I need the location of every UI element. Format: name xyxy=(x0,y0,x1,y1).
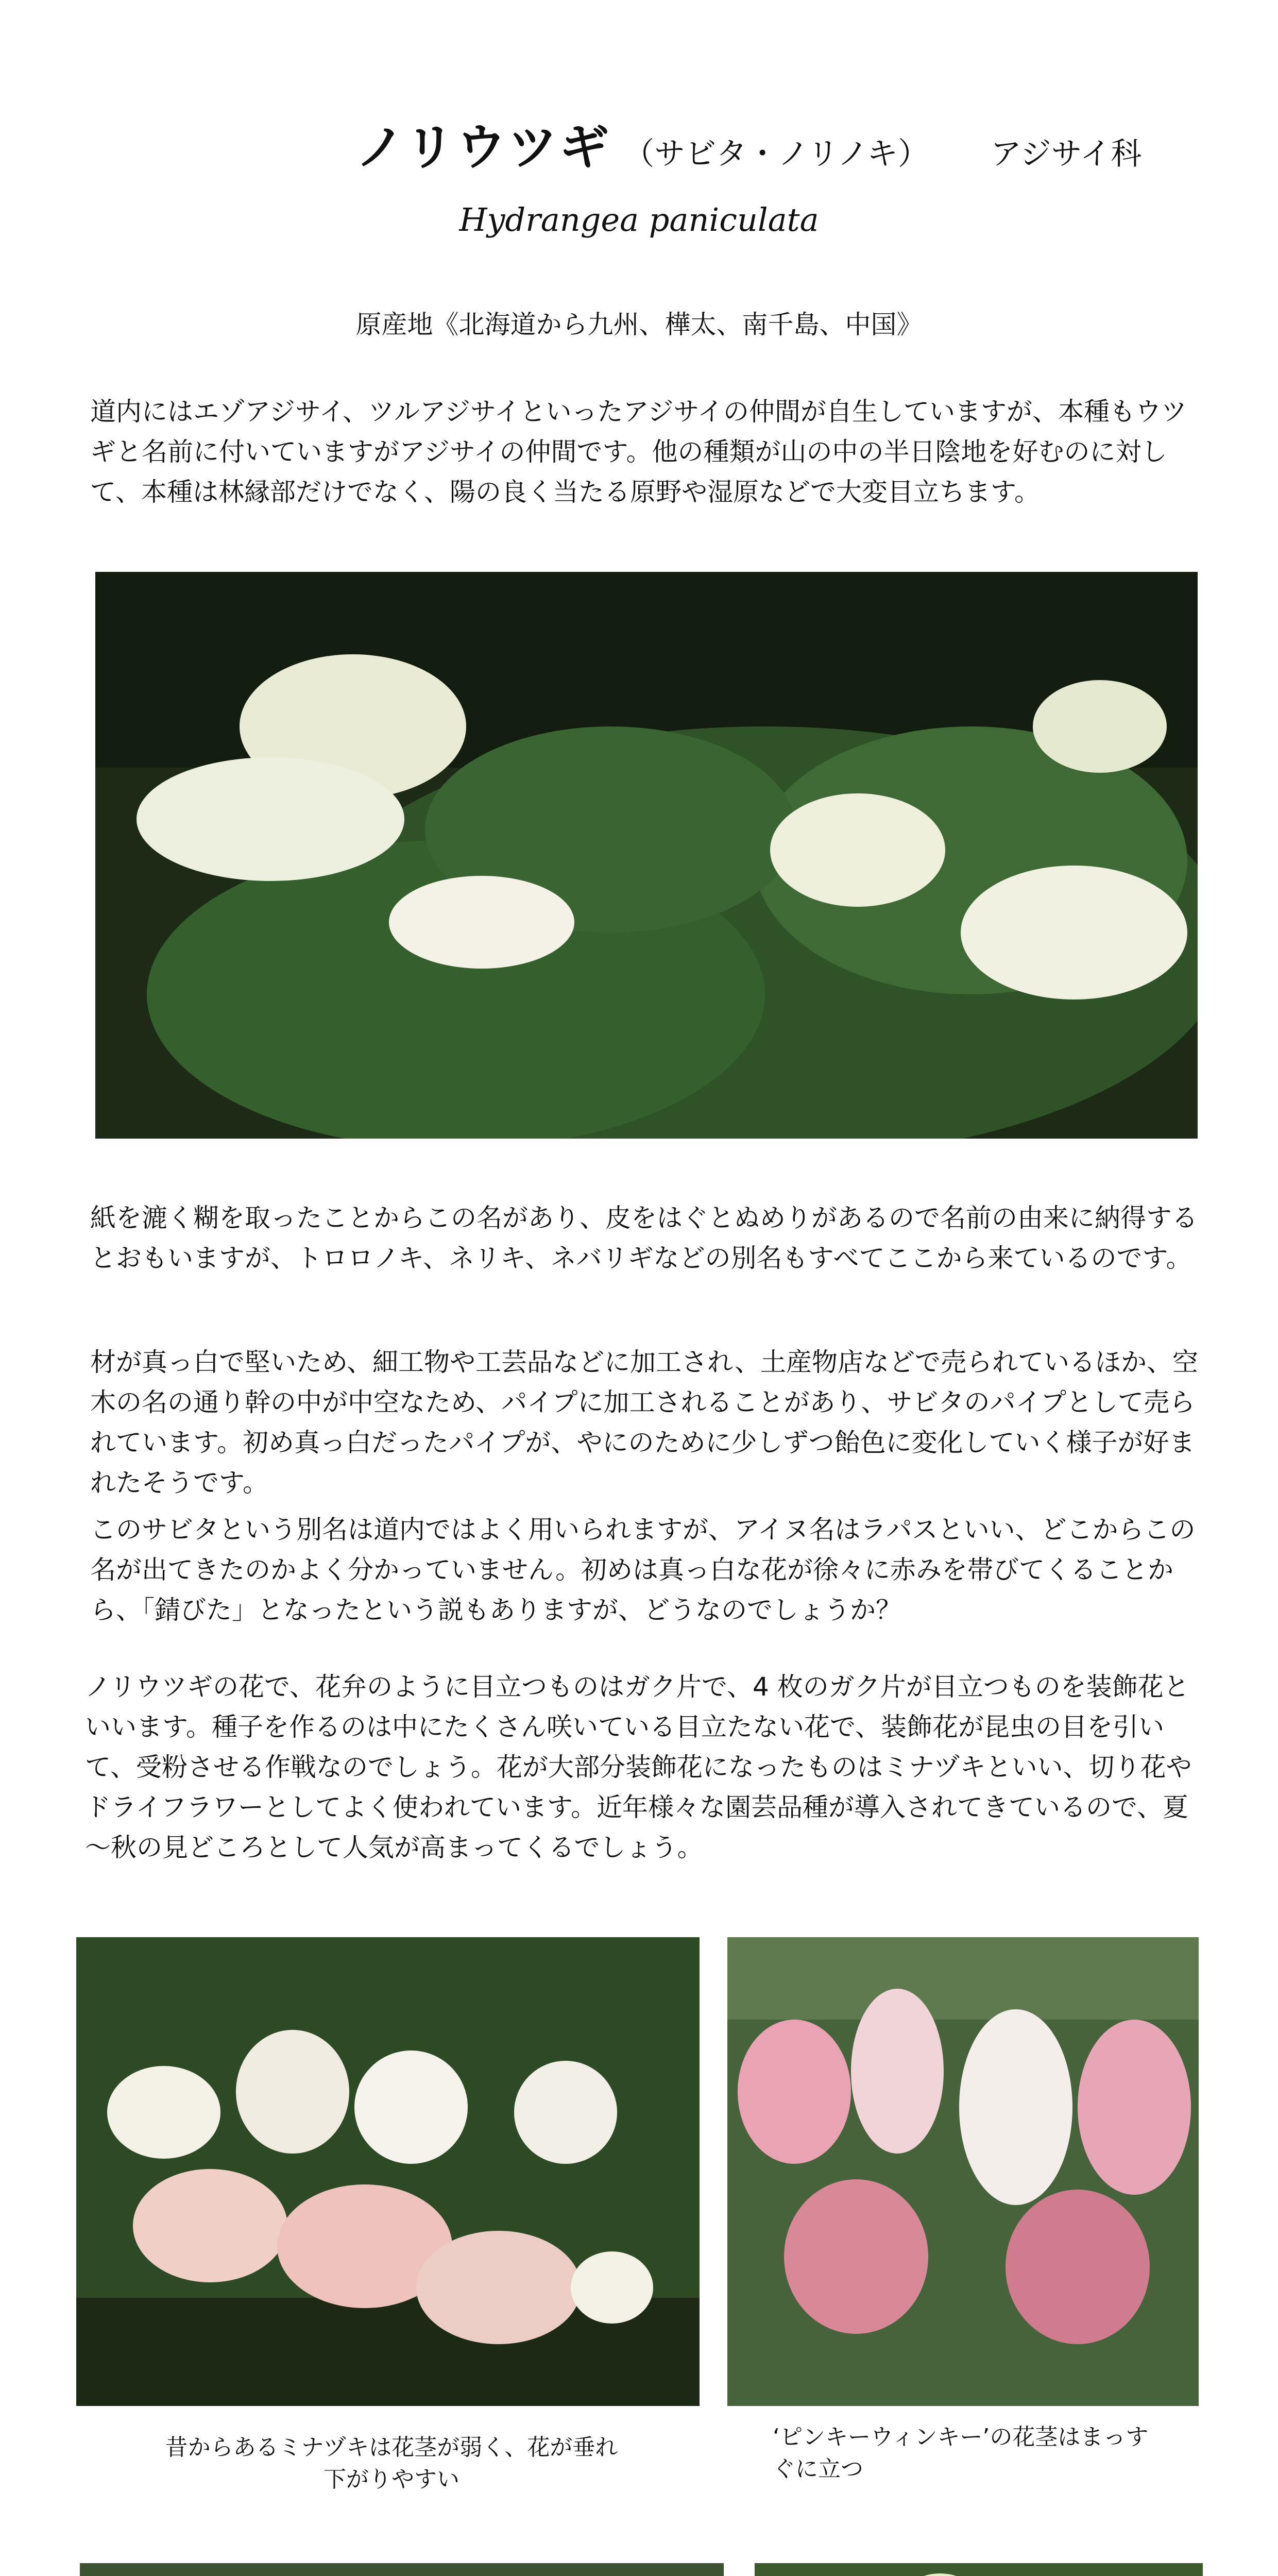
body-paragraph-3: このサビタという別名は道内ではよく用いられますが、アイヌ名はラパスといい、どこからこの名が出てきたのかよく分かっていません。初めは真っ白な花が徐々に赤みを帯びてくることから、「錆びた」となったという説もありますが、どうなのでしょうか？ xyxy=(90,1515,1196,1625)
caption-pinky-winky: ‘ピンキーウィンキー’の花茎はまっすぐに立つ xyxy=(773,2424,1149,2482)
hydrangea-shrub-image xyxy=(95,572,1198,1139)
caption-minazuki: 昔からあるミナヅキは花茎が弱く、花が垂れ下がりやすい xyxy=(165,2434,618,2493)
alternate-names: （サビタ・ノリノキ） xyxy=(623,136,929,172)
magical-moonlight-flowers-image xyxy=(755,2563,1203,2576)
minazuki-flowers-image xyxy=(76,1937,700,2406)
scientific-name: Hydrangea paniculata xyxy=(459,201,819,239)
photo-limelight xyxy=(80,2563,724,2576)
photo-pinky-winky xyxy=(727,1937,1199,2406)
page-title: ノリウツギ xyxy=(355,118,611,176)
body-paragraph-2: 材が真っ白で堅いため、細工物や工芸品などに加工され、土産物店などで売られているほか、空木の名の通り幹の中が中空なため、パイプに加工されることがあり、サビタのパイプとして売られています。初め真っ白だったパイプが、やにのために少しずつ飴色に変化していく様子が好まれたそうです。 xyxy=(90,1347,1198,1498)
photo-minazuki xyxy=(76,1937,700,2406)
plant-family: アジサイ科 xyxy=(990,136,1142,172)
main-photo xyxy=(95,572,1198,1139)
body-paragraph-1: 紙を漉く糊を取ったことからこの名があり、皮をはぐとぬめりがあるので名前の由来に納得するとおもいますが、トロロノキ、ネリキ、ネバリギなどの別名もすべてここから来ているのです。 xyxy=(90,1203,1198,1273)
origin-note: 原産地《北海道から九州、樺太、南千島、中国》 xyxy=(355,310,923,340)
photo-magical-moonlight xyxy=(755,2563,1203,2576)
limelight-flowers-image xyxy=(80,2563,724,2576)
pinky-winky-flowers-image xyxy=(727,1937,1199,2406)
title-line xyxy=(355,108,1205,185)
body-paragraph-4: ノリウツギの花で、花弁のように目立つものはガク片で、4 枚のガク片が目立つものを装飾花といいます。種子を作るのは中にたくさん咲いている目立たない花で、装飾花が昆虫の目を引いて、受粉させる作戦なのでしょう。花が大部分装飾花になったものはミナヅキといい、切り花やドライフラワーとしてよく使われています。近年様々な園芸品種が導入されてきているので、夏～秋の見どころとして人気が高まってくるでしょう。 xyxy=(85,1672,1192,1862)
intro-paragraph: 道内にはエゾアジサイ、ツルアジサイといったアジサイの仲間が自生していますが、本種もウツギと名前に付いていますがアジサイの仲間です。他の種類が山の中の半日陰地を好むのに対して、本種は林縁部だけでなく、陽の良く当たる原野や湿原などで大変目立ちます。 xyxy=(90,397,1187,507)
